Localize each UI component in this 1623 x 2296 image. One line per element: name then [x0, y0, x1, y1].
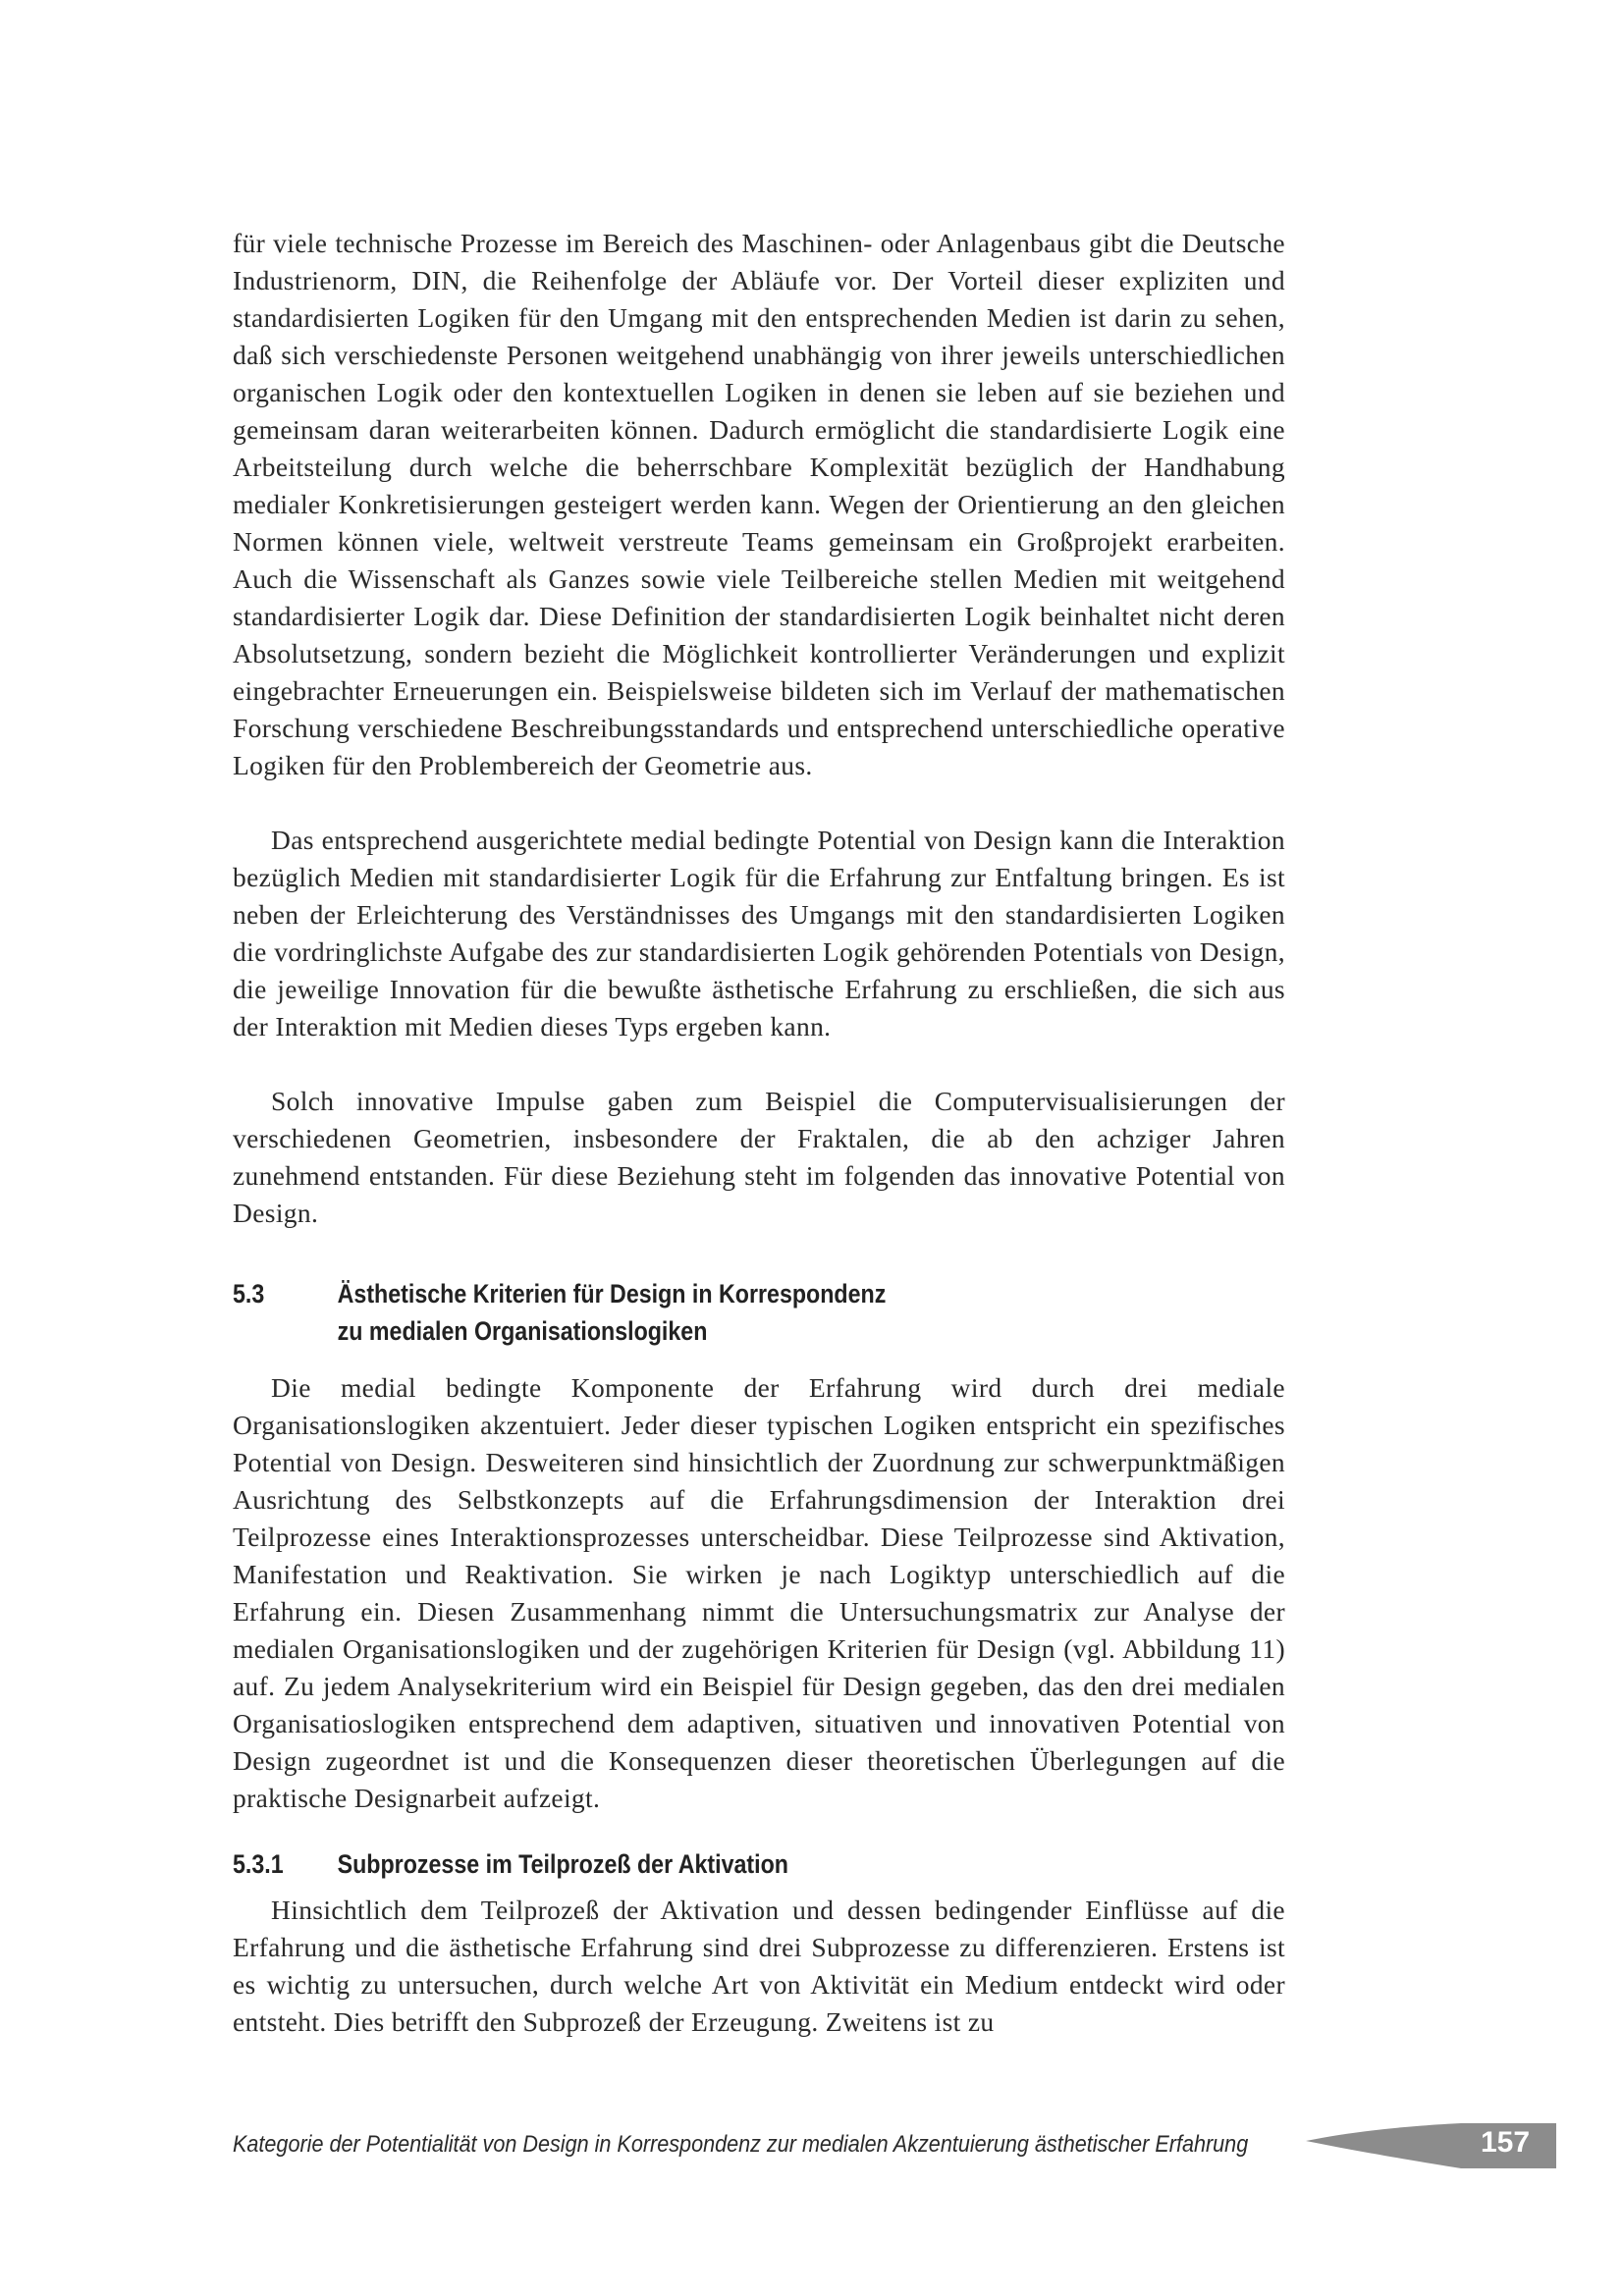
- subsection-number: 5.3.1: [233, 1849, 284, 1879]
- paragraph-1-text: für viele technische Prozesse im Bereich des Maschinen- oder Anlagenbaus gibt die Deutsche Industrienorm, DIN, die Reihenfolge der Abläufe vor. Der Vorteil dieser expliziten und standardisierten Logiken für den Umgang mit den entsprechenden Medien ist darin zu sehen, daß sich verschiedenste Personen weitgehend unabhängig von ihrer jeweils unterschiedlichen organischen Logik oder den kontextuellen Logiken in denen sie leben auf sie beziehen und gemeinsam daran weiterarbeiten können. Dadurch ermöglicht die standardisierte Logik eine Arbeitsteilung durch welche die beherrschbare Komplexität bezüglich der Handhabung medialer Konkretisierungen gesteigert werden kann. Wegen der Orientierung an den gleichen Normen können viele, weltweit verstreute Teams gemeinsam ein Großprojekt erarbeiten. Auch die Wissenschaft als Ganzes sowie viele Teilbereiche stellen Medien mit weitgehend standardisierter Logik dar. Diese Definition der standardisierten Logik beinhaltet nicht deren Absolutsetzung, sondern bezieht die Möglichkeit kontrollierter Veränderungen und explizit eingebrachter Erneuerungen ein. Beispielsweise bildeten sich im Verlauf der mathematischen Forschung verschiedene Beschreibungsstandards und entsprechend unterschiedliche operative Logiken für den Problembereich der Geometrie aus.: [233, 228, 1285, 780]
- section-title-line-2: zu medialen Organisationslogiken: [337, 1316, 708, 1346]
- paragraph-4: [233, 1369, 1285, 1817]
- paragraph-5-text: Hinsichtlich dem Teilprozeß der Aktivation und dessen bedingender Einflüsse auf die Erfahrung und die ästhetische Erfahrung sind drei Subprozesse zu differenzieren. Erstens ist es wichtig zu untersuchen, durch welche Art von Aktivität ein Medium entdeckt wird oder entsteht. Dies betrifft den Subprozeß der Erzeugung. Zweitens ist zu: [233, 1895, 1285, 2037]
- page-number: 157: [1480, 2126, 1531, 2159]
- paragraph-2: [233, 822, 1285, 1045]
- paragraph-2-text: Das entsprechend ausgerichtete medial bedingte Potential von Design kann die Interaktion bezüglich Medien mit standardisierter Logik für die Erfahrung zur Entfaltung bringen. Es ist neben der Erleichterung des Verständnisses des Umgangs mit den standardisierten Logiken die vordringlichste Aufgabe des zur standardisierten Logik gehörenden Potentials von Design, die jeweilige Innovation für die bewußte ästhetische Erfahrung zu erschließen, die sich aus der Interaktion mit Medien dieses Typs ergeben kann.: [233, 825, 1285, 1041]
- paragraph-3: [233, 1083, 1285, 1232]
- section-title-line-1: Ästhetische Kriterien für Design in Korrespondenz: [337, 1279, 887, 1308]
- section-heading-5-3-1: [233, 1845, 788, 1883]
- paragraph-5: [233, 1892, 1285, 2041]
- paragraph-1: [233, 225, 1285, 784]
- section-number: 5.3: [233, 1279, 265, 1308]
- paragraph-3-text: Solch innovative Impulse gaben zum Beispiel die Computervisualisierungen der verschiedenen Geometrien, insbesondere der Fraktalen, die ab den achziger Jahren zunehmend entstanden. Für diese Beziehung steht im folgenden das innovative Potential von Design.: [233, 1086, 1285, 1228]
- running-footer-title: Kategorie der Potentialität von Design in Korrespondenz zur medialen Akzentuierung ästhetischer Erfahrung: [233, 2131, 1249, 2158]
- paragraph-4-text: Die medial bedingte Komponente der Erfahrung wird durch drei mediale Organisationslogiken akzentuiert. Jeder dieser typischen Logiken entspricht ein spezifisches Potential von Design. Desweiteren sind hinsichtlich der Zuordnung zur schwerpunktmäßigen Ausrichtung des Selbstkonzepts auf die Erfahrungsdimension der Interaktion drei Teilprozesse eines Interaktionsprozesses unterscheidbar. Diese Teilprozesse sind Aktivation, Manifestation und Reaktivation. Sie wirken je nach Logiktyp unterschiedlich auf die Erfahrung ein. Diesen Zusammenhang nimmt die Untersuchungsmatrix zur Analyse der medialen Organisationslogiken und der zugehörigen Kriterien für Design (vgl. Abbildung 11) auf. Zu jedem Analysekriterium wird ein Beispiel für Design gegeben, das den drei medialen Organisatioslogiken entsprechend dem adaptiven, situativen und innovativen Potential von Design zugeordnet ist und die Konsequenzen dieser theoretischen Überlegungen auf die praktische Designarbeit aufzeigt.: [233, 1372, 1285, 1813]
- section-heading-5-3: [233, 1275, 886, 1350]
- subsection-title: Subprozesse im Teilprozeß der Aktivation: [337, 1849, 788, 1879]
